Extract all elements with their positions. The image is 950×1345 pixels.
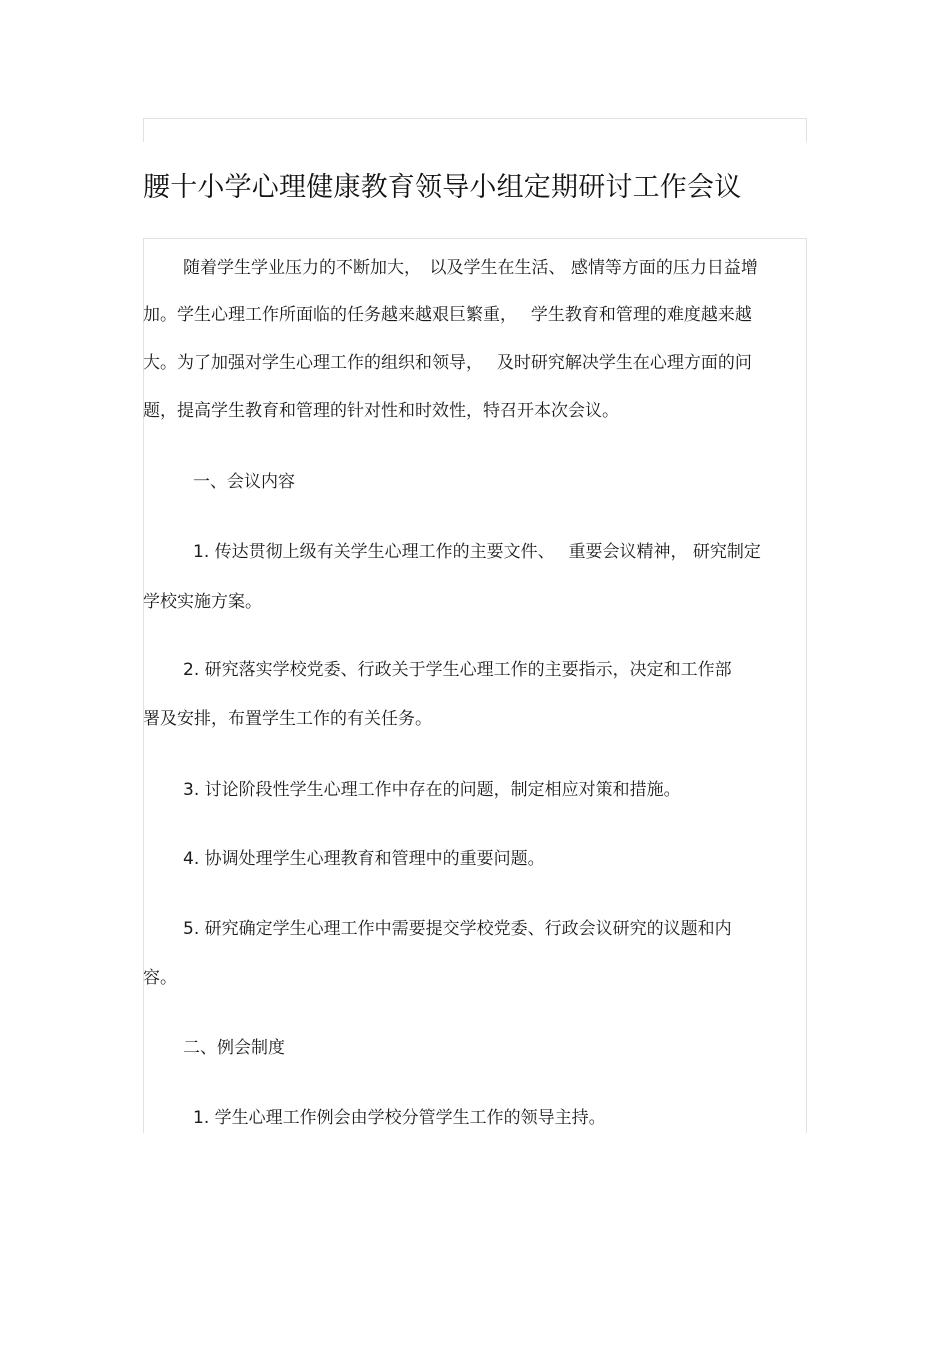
frame-body-top-border [143,238,807,239]
section1-item4: 4. 协调处理学生心理教育和管理中的重要问题。 [183,849,545,869]
section1-item2-line2: 署及安排，布置学生工作的有关任务。 [143,709,432,729]
section1-item1-line2: 学校实施方案。 [143,592,262,612]
intro-line-2: 加。学生心理工作所面临的任务越来越艰巨繁重， 学生教育和管理的难度越来越 [143,305,752,325]
section1-heading: 一、会议内容 [193,472,295,492]
section1-item5-line1: 5. 研究确定学生心理工作中需要提交学校党委、行政会议研究的议题和内 [183,919,732,939]
frame-top-right-border [806,118,807,142]
section2-heading: 二、例会制度 [183,1038,285,1058]
document-title: 腰十小学心理健康教育领导小组定期研讨工作会议 [143,172,742,203]
section1-item5-line2: 容。 [143,968,177,988]
frame-top-left-border [143,118,144,142]
section1-item2-line1: 2. 研究落实学校党委、行政关于学生心理工作的主要指示，决定和工作部 [183,660,732,680]
intro-line-1: 随着学生学业压力的不断加大， 以及学生在生活、 感情等方面的压力日益增 [183,258,758,278]
section1-item1-line1: 1. 传达贯彻上级有关学生心理工作的主要文件、 重要会议精神， 研究制定 [193,542,761,562]
intro-line-4: 题，提高学生教育和管理的针对性和时效性，特召开本次会议。 [143,401,619,421]
frame-top-border [143,118,807,119]
intro-line-3: 大。为了加强对学生心理工作的组织和领导， 及时研究解决学生在心理方面的问 [143,353,752,373]
section2-item1: 1. 学生心理工作例会由学校分管学生工作的领导主持。 [193,1108,606,1128]
section1-item3: 3. 讨论阶段性学生心理工作中存在的问题，制定相应对策和措施。 [183,780,681,800]
frame-body-right-border [806,238,807,1133]
